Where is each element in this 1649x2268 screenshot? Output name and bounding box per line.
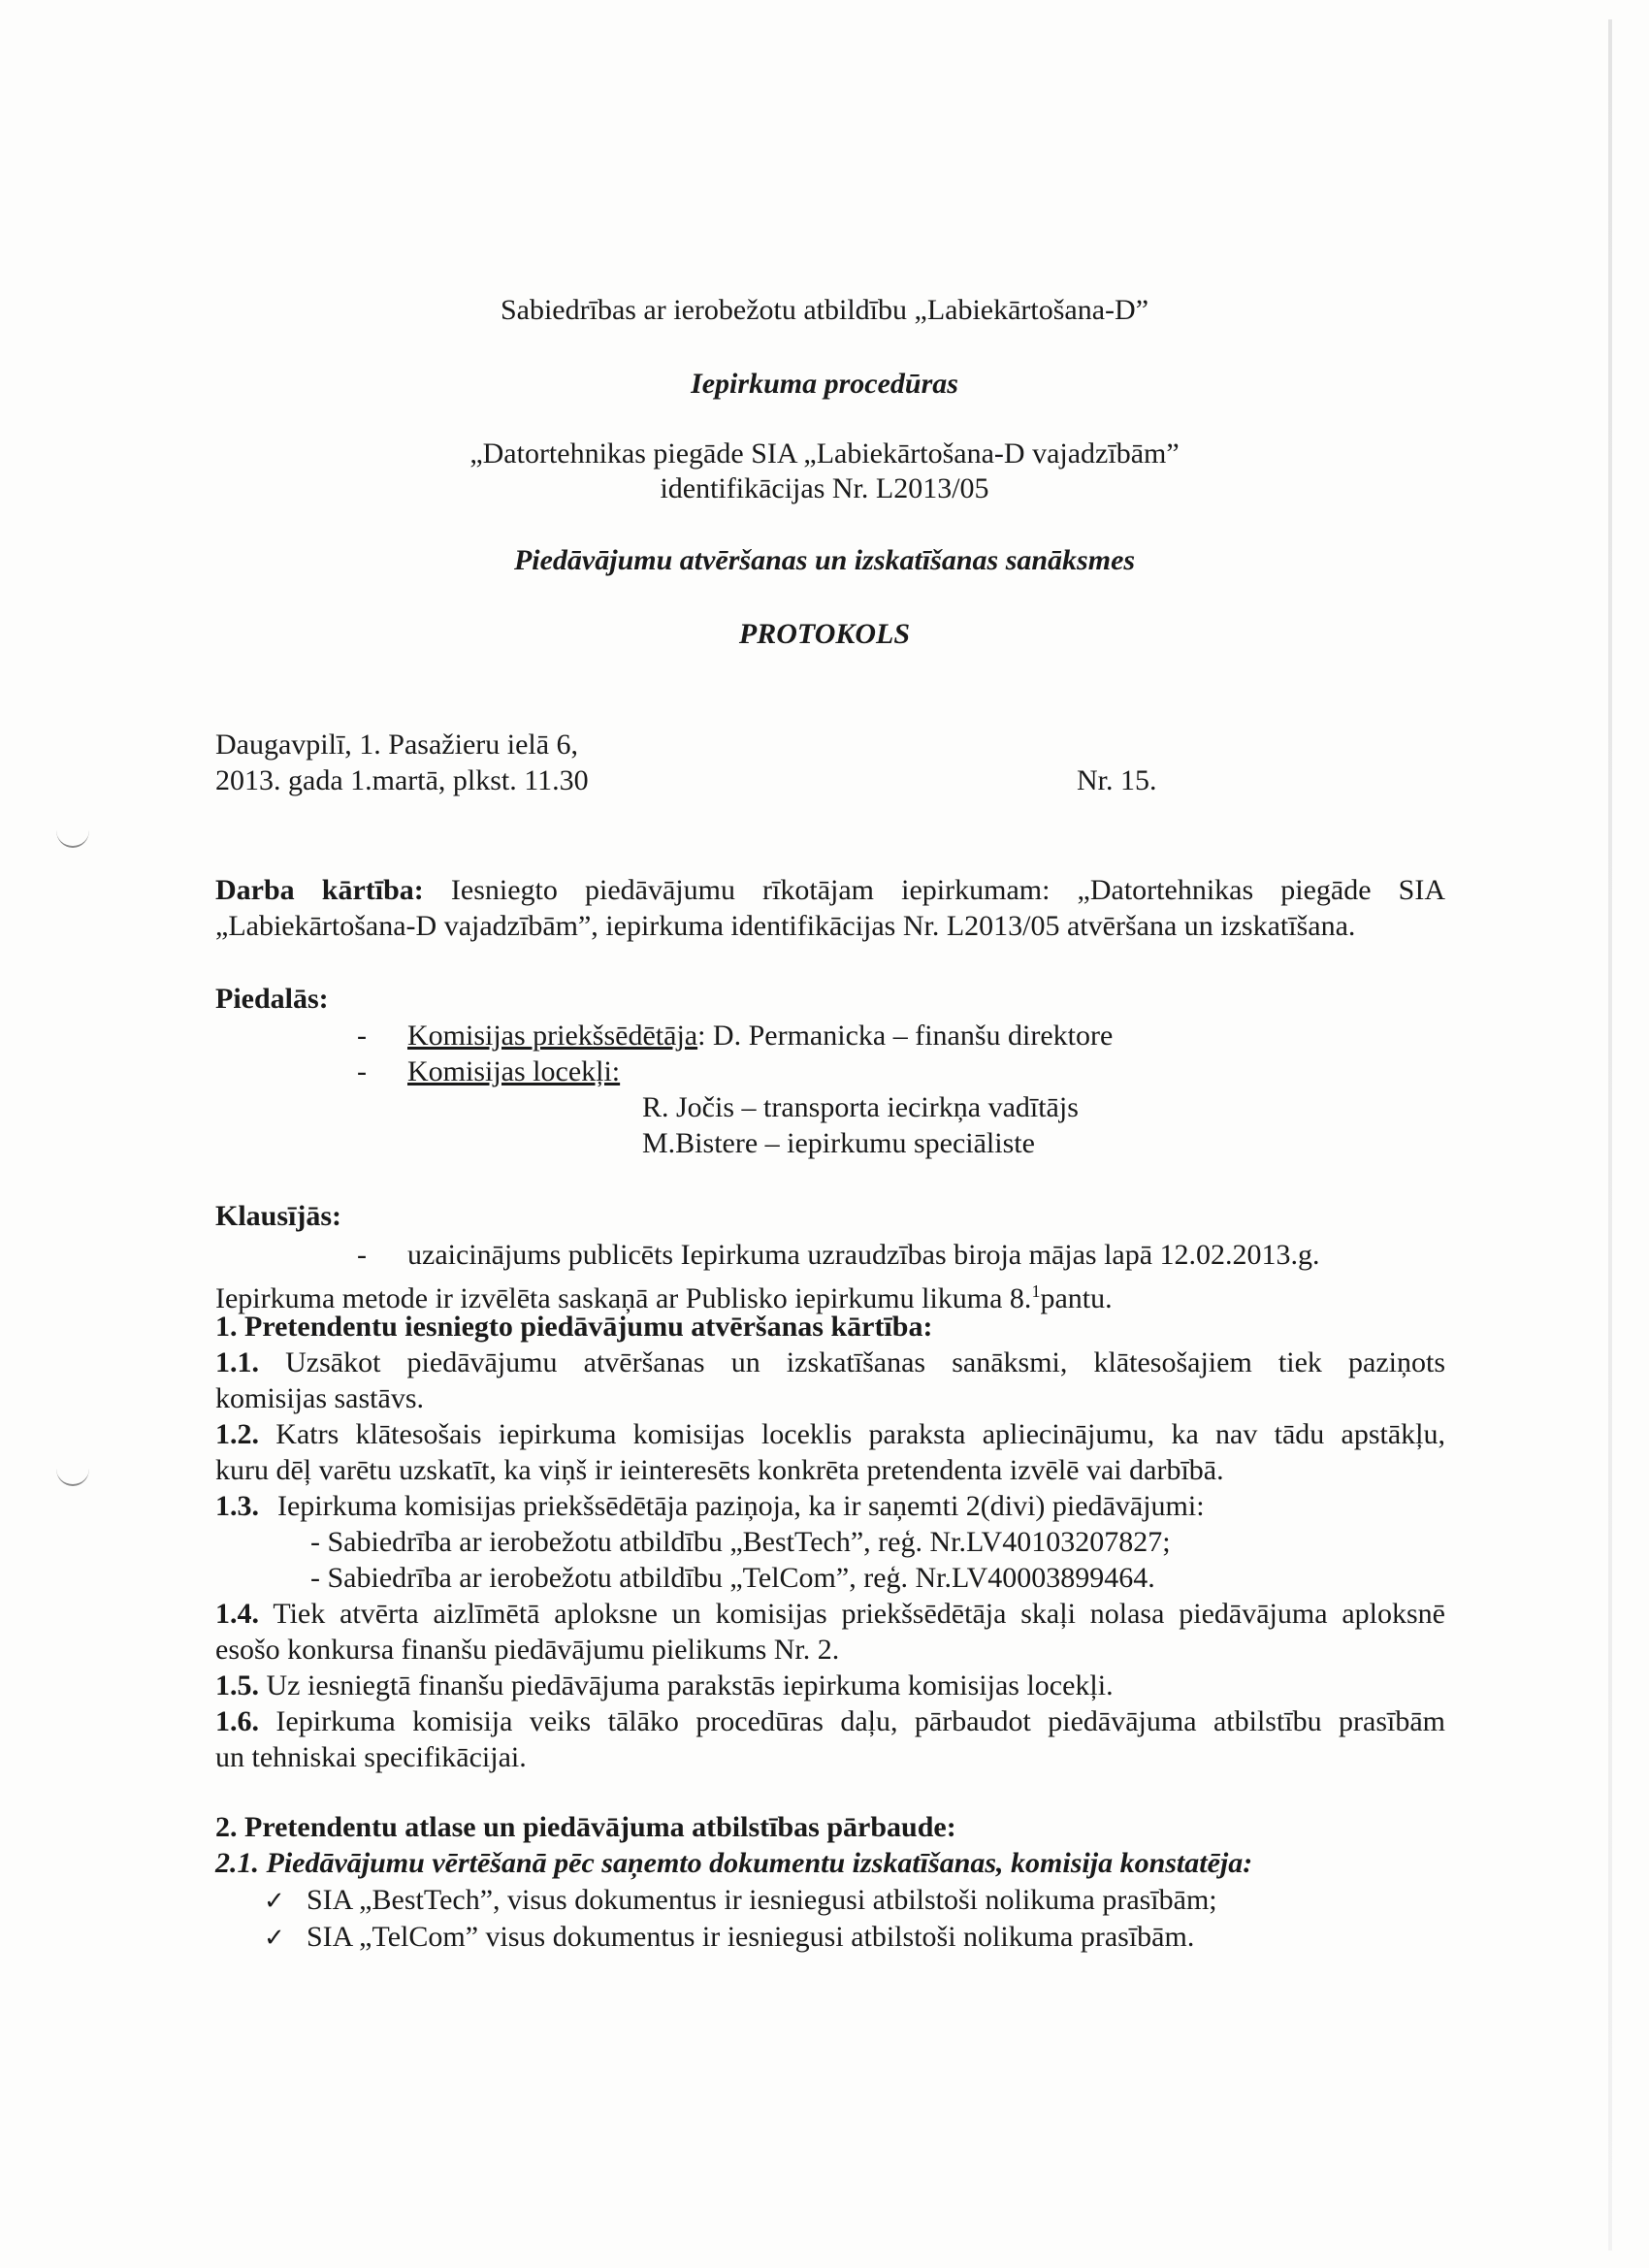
paragraph-number: 1.3.	[215, 1490, 259, 1522]
scan-streak	[1608, 19, 1612, 2251]
heard-line-2-end: pantu.	[1040, 1282, 1113, 1314]
checkmark-icon: ✓	[264, 1887, 285, 1916]
paragraph-text: Iepirkuma komisija veiks tālāko procedūras daļu, pārbaudot piedāvājuma atbilstību prasībām	[275, 1705, 1446, 1737]
paragraph-number: 1.2.	[215, 1418, 259, 1450]
paragraph-1-6-line-2: un tehniskai specifikācijai.	[215, 1741, 527, 1773]
paragraph-number: 1.5.	[215, 1669, 259, 1701]
chair-line	[407, 1019, 1113, 1053]
heard-label: Klausījās:	[215, 1200, 342, 1232]
chair-name: : D. Permanicka – finanšu direktore	[697, 1020, 1114, 1052]
paragraph-1-1-line-1	[215, 1345, 1445, 1380]
paragraph-number: 1.1.	[215, 1346, 259, 1378]
dash-bullet: -	[357, 1239, 367, 1271]
member-1: R. Jočis – transporta iecirkņa vadītājs	[642, 1091, 1079, 1123]
paragraph-1-2-line-2: kuru dēļ varētu uzskatīt, ka viņš ir ieinteresēts konkrēta pretendenta izvēlē vai darbībā.	[215, 1454, 1224, 1486]
protocol-title: PROTOKOLS	[738, 618, 911, 650]
procurement-name: „Datortehnikas piegāde SIA „Labiekārtošana-D vajadzībām”	[469, 437, 1180, 470]
dash-bullet: -	[357, 1055, 367, 1087]
member-2: M.Bistere – iepirkumu speciāliste	[642, 1127, 1035, 1159]
finding-item-2	[264, 1920, 1194, 1956]
meeting-title: Piedāvājumu atvēršanas un izskatīšanas sanāksmes	[513, 544, 1136, 576]
finding-text: SIA „BestTech”, visus dokumentus ir iesniegusi atbilstoši nolikuma prasībām;	[307, 1884, 1217, 1916]
finding-item-1	[264, 1883, 1217, 1919]
meeting-datetime: 2013. gada 1.martā, plkst. 11.30	[215, 764, 589, 796]
agenda-line-1	[215, 873, 1445, 908]
section-2-1-title: 2.1. Piedāvājumu vērtēšanā pēc saņemto dokumentu izskatīšanas, komisija konstatēja:	[215, 1847, 1253, 1879]
offer-item-2: - Sabiedrība ar ierobežotu atbildību „TelCom”, reģ. Nr.LV40003899464.	[310, 1562, 1155, 1594]
paragraph-text: Uzsākot piedāvājumu atvēršanas un izskatīšanas sanāksmi, klātesošajiem tiek paziņots	[285, 1346, 1445, 1378]
chair-role: Komisijas priekšsēdētāja	[407, 1020, 698, 1052]
paragraph-1-6-line-1	[215, 1704, 1445, 1739]
paragraph-number: 1.4.	[215, 1598, 259, 1630]
punch-hole-mark	[56, 1451, 89, 1486]
dash-bullet: -	[357, 1020, 367, 1052]
article-superscript: 1	[1031, 1281, 1041, 1301]
meeting-place: Daugavpilī, 1. Pasažieru ielā 6,	[215, 729, 579, 761]
company-name: Sabiedrības ar ierobežotu atbildību „Labiekārtošana-D”	[500, 294, 1149, 326]
offer-item-1: - Sabiedrība ar ierobežotu atbildību „BestTech”, reģ. Nr.LV40103207827;	[310, 1526, 1171, 1558]
agenda-label: Darba kārtība:	[215, 874, 424, 906]
paragraph-text: Uz iesniegtā finanšu piedāvājuma parakstās iepirkuma komisijas locekļi.	[266, 1669, 1114, 1701]
paragraph-text: Tiek atvērta aizlīmētā aploksne un komisijas priekšsēdētāja skaļi nolasa piedāvājuma aploksnē	[273, 1598, 1445, 1630]
protocol-number: Nr. 15.	[1077, 764, 1157, 796]
paragraph-1-5	[215, 1669, 1114, 1703]
participants-label: Piedalās:	[215, 983, 329, 1015]
heard-line-1: uzaicinājums publicēts Iepirkuma uzraudzības biroja mājas lapā 12.02.2013.g.	[407, 1239, 1320, 1271]
members-role: Komisijas locekļi:	[407, 1055, 621, 1087]
agenda-line-2: „Labiekārtošana-D vajadzībām”, iepirkuma identifikācijas Nr. L2013/05 atvēršana un izskatīšana.	[215, 910, 1356, 942]
paragraph-1-3-line-1: Iepirkuma komisijas priekšsēdētāja paziņoja, ka ir saņemti 2(divi) piedāvājumi:	[277, 1490, 1205, 1522]
identification-number: identifikācijas Nr. L2013/05	[660, 472, 989, 504]
checkmark-icon: ✓	[264, 1924, 285, 1953]
paragraph-number: 1.6.	[215, 1705, 259, 1737]
agenda-text-1: Iesniegto piedāvājumu rīkotājam iepirkumam: „Datortehnikas piegāde SIA	[450, 874, 1445, 906]
paragraph-1-4-line-2: esošo konkursa finanšu piedāvājumu pielikums Nr. 2.	[215, 1634, 840, 1666]
paragraph-1-4-line-1	[215, 1597, 1445, 1632]
punch-hole-mark	[56, 813, 89, 848]
heard-line-2-text: Iepirkuma metode ir izvēlēta saskaņā ar Publisko iepirkumu likuma 8.	[215, 1282, 1032, 1314]
paragraph-text: Katrs klātesošais iepirkuma komisijas loceklis paraksta apliecinājumu, ka nav tādu apstākļu,	[275, 1418, 1446, 1450]
paragraph-1-2-line-1	[215, 1417, 1445, 1452]
paragraph-1-3-number	[215, 1489, 259, 1524]
paragraph-1-1-line-2: komisijas sastāvs.	[215, 1382, 424, 1414]
section-1-title: 1. Pretendentu iesniegto piedāvājumu atvēršanas kārtība:	[215, 1311, 933, 1343]
section-2-title: 2. Pretendentu atlase un piedāvājuma atbilstības pārbaude:	[215, 1811, 956, 1843]
procedure-title: Iepirkuma procedūras	[691, 368, 958, 400]
finding-text: SIA „TelCom” visus dokumentus ir iesniegusi atbilstoši nolikuma prasībām.	[307, 1921, 1195, 1953]
